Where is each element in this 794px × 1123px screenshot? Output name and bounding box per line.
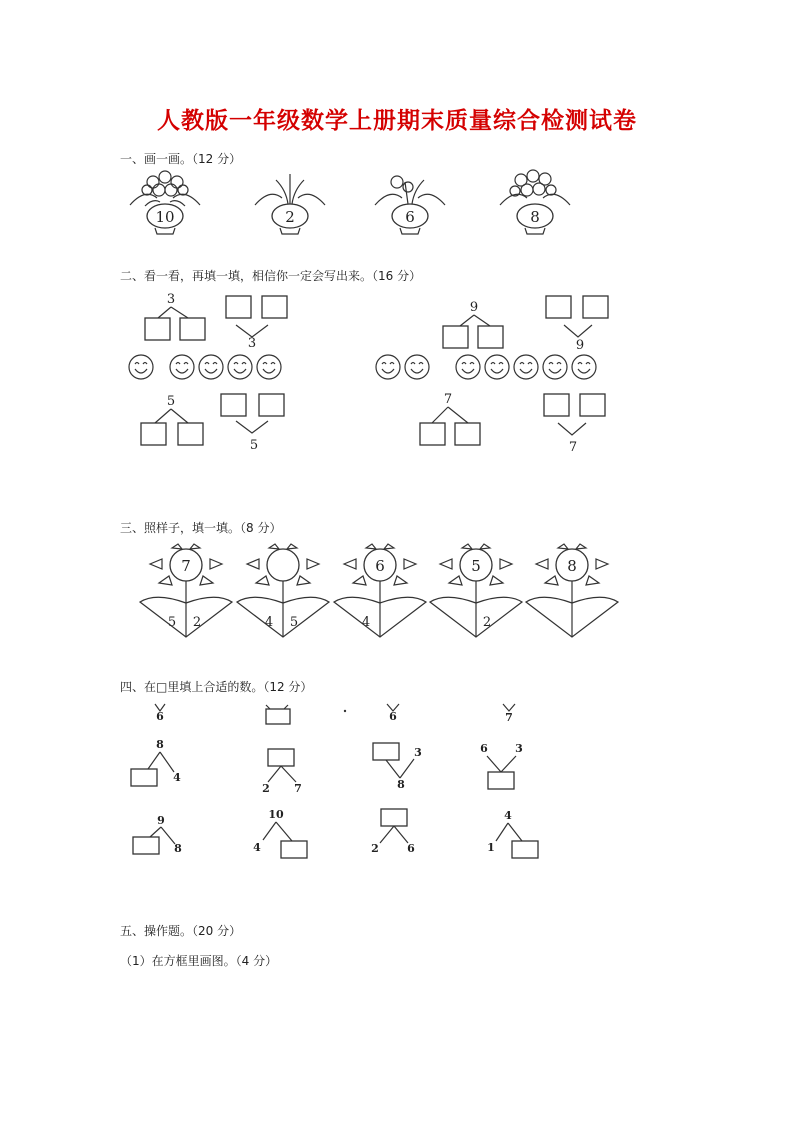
- split-tree: [145, 292, 205, 340]
- section-4-heading: 四、在□里填上合适的数。（12 分）: [120, 680, 313, 694]
- sunflower: [430, 544, 522, 637]
- svg-text:9: 9: [157, 814, 165, 827]
- vase-row: [0, 168, 794, 248]
- bond-item: [133, 814, 182, 855]
- svg-text:8: 8: [397, 778, 405, 791]
- smiley-face: [129, 355, 153, 379]
- svg-text:7: 7: [568, 440, 578, 455]
- section-5-subquestion: （1）在方框里画图。（4 分）: [120, 954, 278, 968]
- svg-text:8: 8: [156, 738, 164, 751]
- sunflower: [526, 544, 618, 637]
- number-bond-grid: [0, 696, 794, 866]
- smiley-row: [129, 355, 596, 379]
- page-title: 人教版一年级数学上册期末质量综合检测试卷: [157, 108, 637, 134]
- svg-text:7: 7: [505, 711, 513, 724]
- smiley-face: [405, 355, 429, 379]
- bond-item: [253, 808, 307, 858]
- sunflower: [140, 544, 232, 637]
- svg-text:3: 3: [414, 746, 422, 759]
- smiley-face: [199, 355, 223, 379]
- smiley-face: [170, 355, 194, 379]
- sunflower: [334, 544, 426, 637]
- smiley-face: [514, 355, 538, 379]
- svg-text:2: 2: [262, 782, 270, 795]
- flower-center-number: 5: [471, 557, 481, 575]
- sunflower: [237, 544, 329, 637]
- leaf-left-number: 4: [264, 615, 274, 630]
- bond-item: [480, 742, 523, 789]
- vase-number: 8: [530, 208, 540, 226]
- svg-text:7: 7: [443, 392, 453, 407]
- smiley-face: [228, 355, 252, 379]
- section-2-heading: 二、看一看，再填一填，相信你一定会写出来。（16 分）: [120, 269, 422, 283]
- bond-item: [373, 743, 422, 791]
- leaf-left-number: 5: [167, 615, 177, 630]
- join-tree: [544, 394, 605, 455]
- svg-text:8: 8: [174, 842, 182, 855]
- bond-item: [155, 704, 165, 723]
- vase-number: 6: [405, 208, 415, 226]
- bond-item: [262, 749, 302, 795]
- flower-center-number: 8: [567, 557, 577, 575]
- smiley-face: [376, 355, 400, 379]
- vase-3: [375, 176, 445, 234]
- svg-text:3: 3: [166, 292, 176, 307]
- svg-text:6: 6: [156, 710, 164, 723]
- bond-item: [503, 704, 515, 724]
- join-tree: [221, 394, 284, 453]
- svg-text:3: 3: [247, 336, 257, 351]
- split-tree: [141, 394, 203, 445]
- bond-item: [487, 809, 538, 858]
- smiley-face: [257, 355, 281, 379]
- flower-row: [0, 540, 794, 640]
- svg-text:6: 6: [480, 742, 488, 755]
- vase-number: 2: [285, 208, 295, 226]
- svg-text:3: 3: [515, 742, 523, 755]
- svg-text:5: 5: [166, 394, 176, 409]
- bond-item: [266, 705, 290, 724]
- svg-text:4: 4: [173, 771, 181, 784]
- vase-1: [130, 171, 200, 234]
- smiley-face: [572, 355, 596, 379]
- number-bond-smiley-area: [0, 285, 794, 455]
- bond-item: [371, 809, 415, 855]
- svg-text:1: 1: [487, 841, 495, 854]
- svg-text:5: 5: [249, 438, 259, 453]
- split-tree: [443, 300, 503, 348]
- flower-center-number: 7: [181, 557, 191, 575]
- section-5-heading: 五、操作题。（20 分）: [120, 924, 242, 938]
- svg-text:9: 9: [469, 300, 479, 315]
- bond-item: [387, 704, 399, 723]
- svg-text:6: 6: [389, 710, 397, 723]
- vase-4: [500, 170, 570, 234]
- section-1-heading: 一、画一画。（12 分）: [120, 152, 242, 166]
- vase-2: [255, 174, 325, 234]
- split-tree: [420, 392, 480, 445]
- leaf-right-number: 2: [482, 615, 492, 630]
- bond-item: [131, 738, 181, 786]
- svg-text:9: 9: [575, 338, 585, 353]
- leaf-right-number: 2: [192, 615, 202, 630]
- leaf-left-number: 4: [361, 615, 371, 630]
- smiley-face: [543, 355, 567, 379]
- svg-text:6: 6: [407, 842, 415, 855]
- smiley-face: [485, 355, 509, 379]
- smiley-face: [456, 355, 480, 379]
- svg-text:10: 10: [268, 808, 284, 821]
- vase-number: 10: [155, 208, 175, 226]
- section-3-heading: 三、照样子，填一填。（8 分）: [120, 521, 282, 535]
- svg-text:4: 4: [504, 809, 512, 822]
- svg-text:2: 2: [371, 842, 379, 855]
- svg-text:7: 7: [294, 782, 302, 795]
- svg-text:4: 4: [253, 841, 261, 854]
- leaf-right-number: 5: [289, 615, 299, 630]
- join-tree: [226, 296, 287, 351]
- join-tree: [546, 296, 608, 353]
- flower-center-number: 6: [375, 557, 385, 575]
